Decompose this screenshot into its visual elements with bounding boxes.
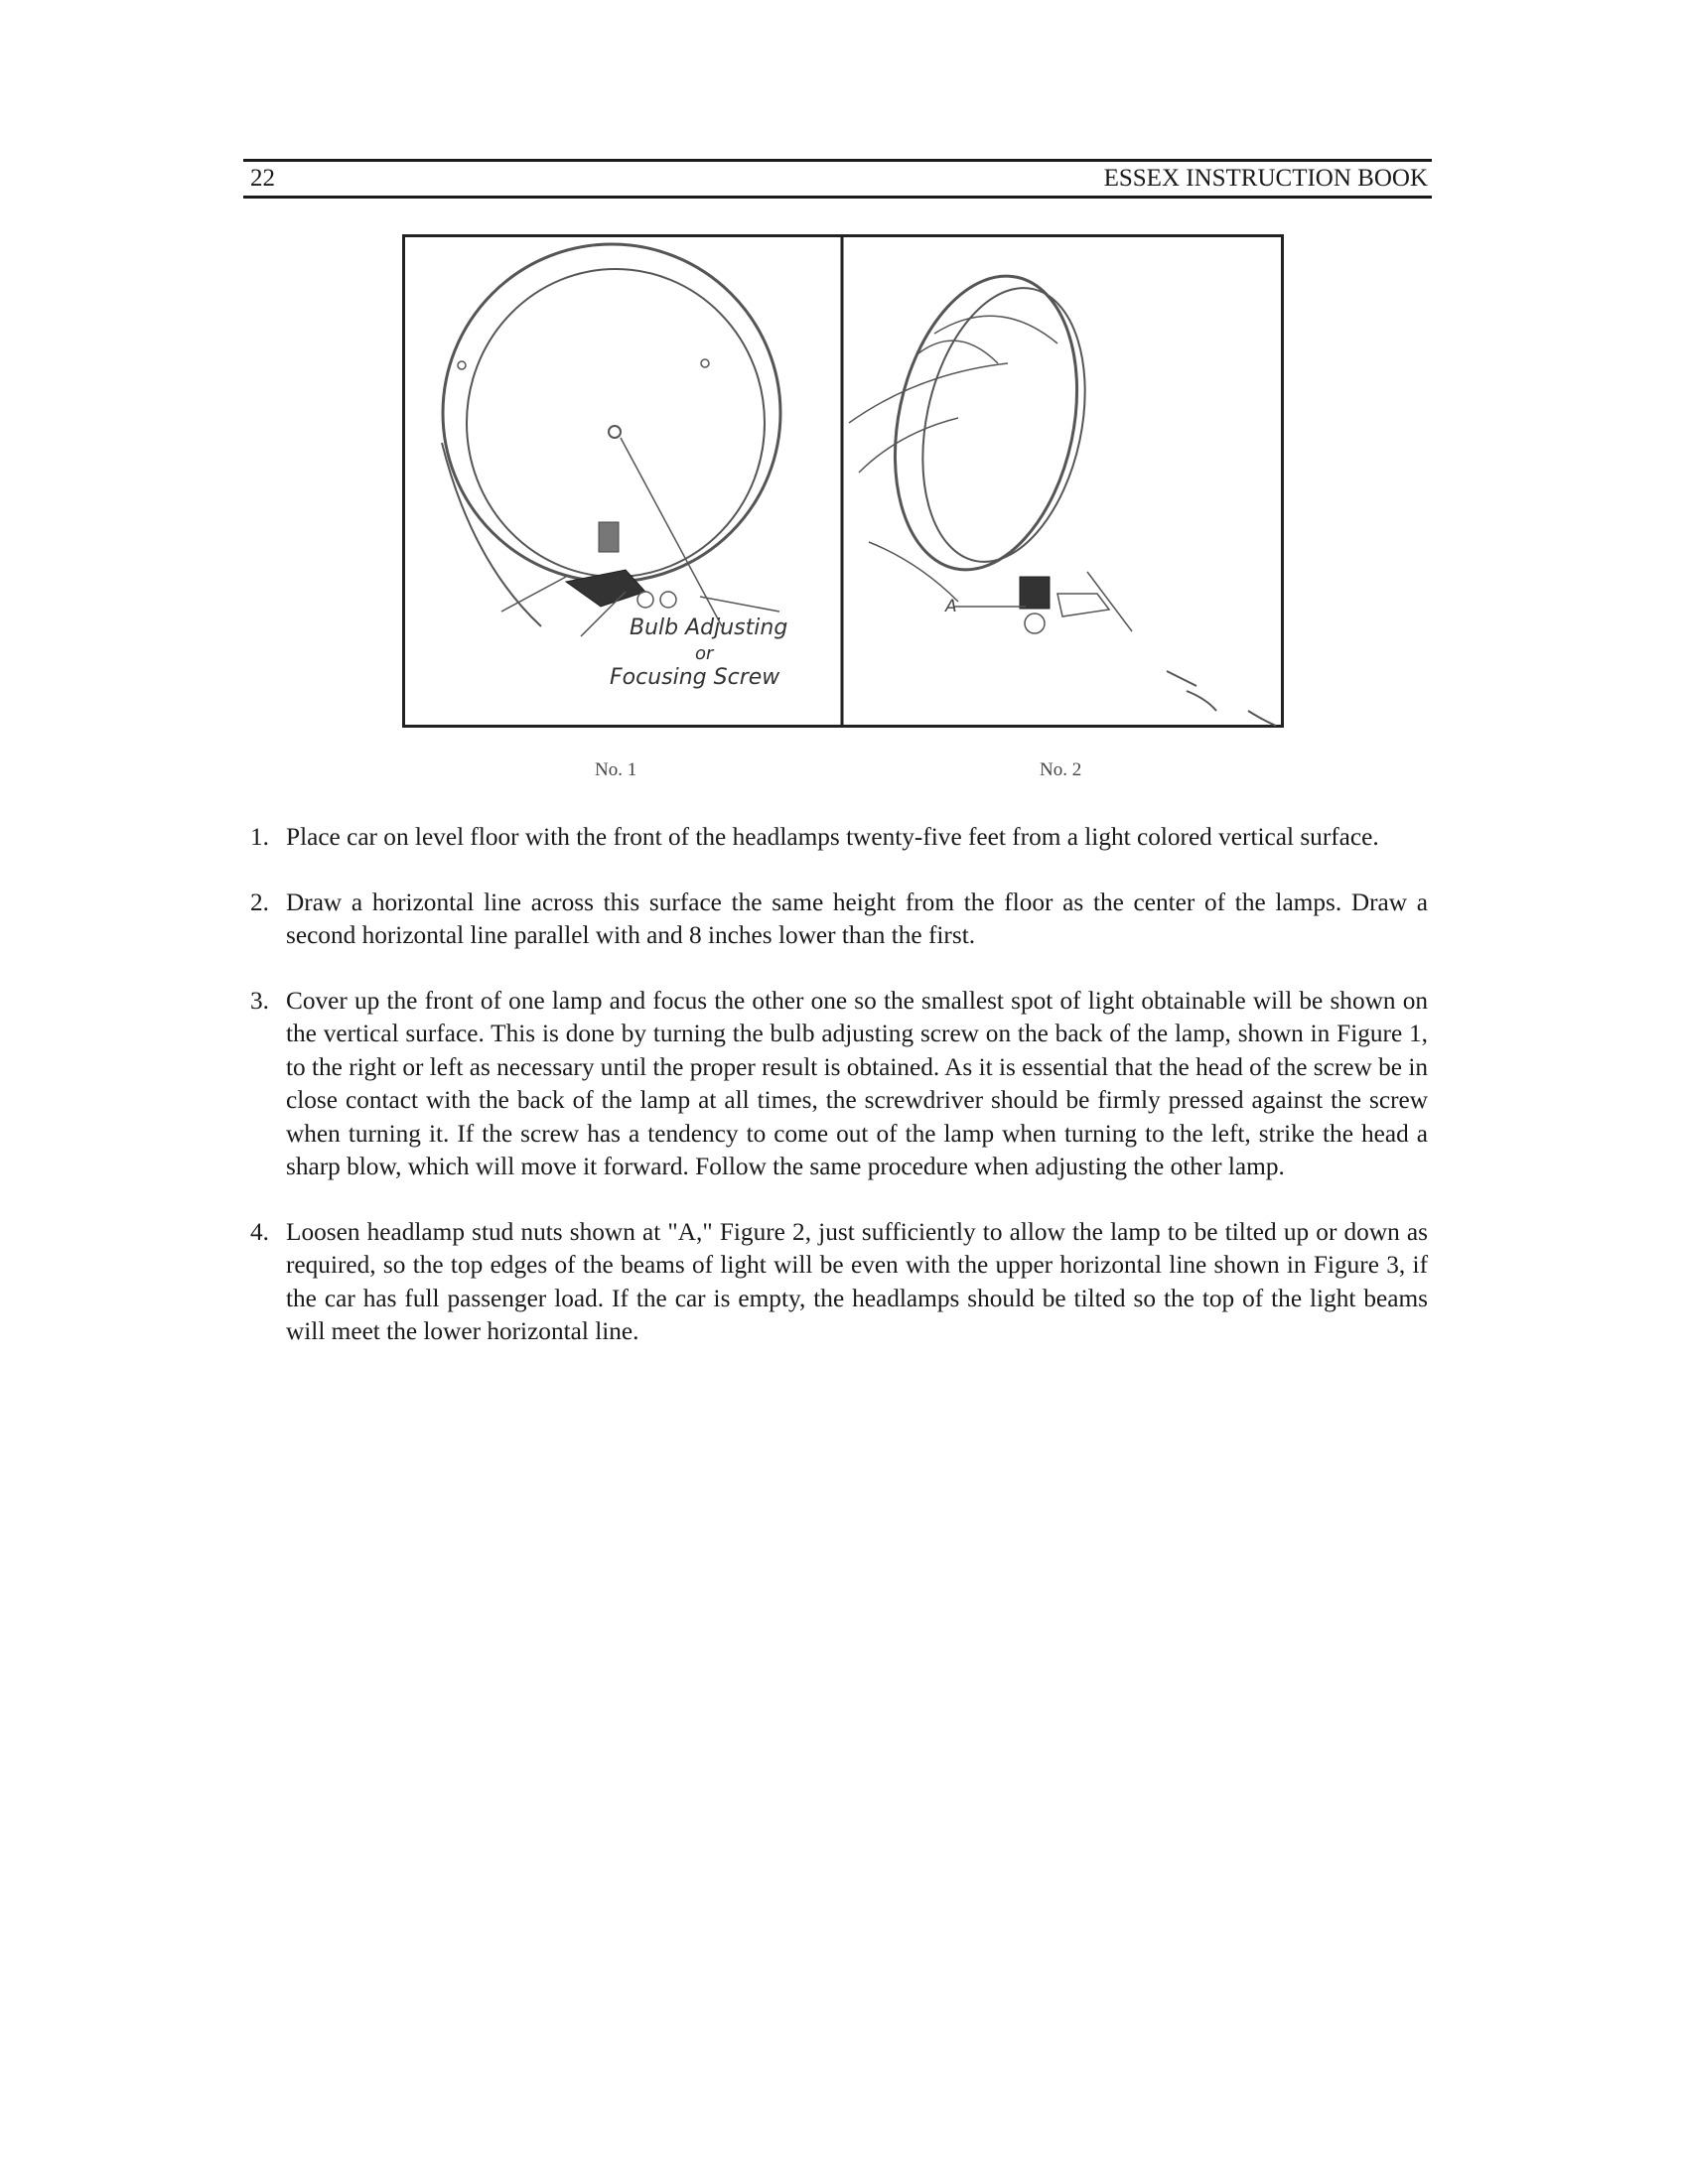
header-bottom-rule: [243, 196, 1432, 199]
step-number: 4.: [250, 1217, 269, 1246]
page-number: 22: [250, 165, 275, 192]
headlamp-figure: [402, 234, 1284, 728]
step-text: Place car on level floor with the front of the headlamps twenty-five feet from a light colored vertical surface.: [286, 823, 1379, 851]
callout-bulb-adjusting: Bulb Adjusting: [630, 615, 788, 640]
instruction-steps: [250, 821, 1428, 1381]
step-text: Loosen headlamp stud nuts shown at "A," Figure 2, just sufficiently to allow the lamp to be tilted up or down as required, so the top edges of the beams of light will be even with the upper horizontal line shown in Figure 3, if the car has full passenger load. If the car is empty, the headlamps should be tilted so the top of the light beams will meet the lower horizontal line.: [286, 1217, 1428, 1345]
headlamp-side-view: [849, 259, 1276, 726]
headlamp-rear-view: [442, 244, 780, 636]
figure-caption-1: No. 1: [595, 759, 637, 780]
headlamp-illustration: [402, 234, 1284, 728]
figure-caption-2: No. 2: [1040, 759, 1082, 780]
label-a: A: [945, 597, 957, 616]
step-number: 3.: [250, 986, 269, 1015]
callout-focusing-screw: Focusing Screw: [610, 665, 780, 690]
instruction-step: [250, 1216, 1428, 1349]
callout-or: or: [695, 643, 714, 664]
step-text: Cover up the front of one lamp and focus the other one so the smallest spot of light obtainable will be shown on the vertical surface. This is done by turning the bulb adjusting screw on the back of the lamp, shown in Figure 1, to the right or left as necessary until the proper result is obtained. As it is essential that the head of the screw be in close contact with the back of the lamp at all times, the screwdriver should be firmly pressed against the screw when turning it. If the screw has a tendency to come out of the lamp when turning to the left, strike the head a sharp blow, which will move it forward. Follow the same procedure when adjusting the other lamp.: [286, 986, 1428, 1180]
header-top-rule: [243, 159, 1432, 162]
book-title: ESSEX INSTRUCTION BOOK: [1103, 165, 1428, 192]
instruction-step: [250, 887, 1428, 953]
instruction-step: [250, 821, 1428, 855]
step-number: 2.: [250, 887, 269, 916]
step-text: Draw a horizontal line across this surface the same height from the floor as the center of the lamps. Draw a second horizontal line parallel with and 8 inches lower than the first.: [286, 887, 1428, 949]
step-number: 1.: [250, 823, 269, 851]
instruction-step: [250, 985, 1428, 1184]
page-header: [250, 163, 1428, 193]
